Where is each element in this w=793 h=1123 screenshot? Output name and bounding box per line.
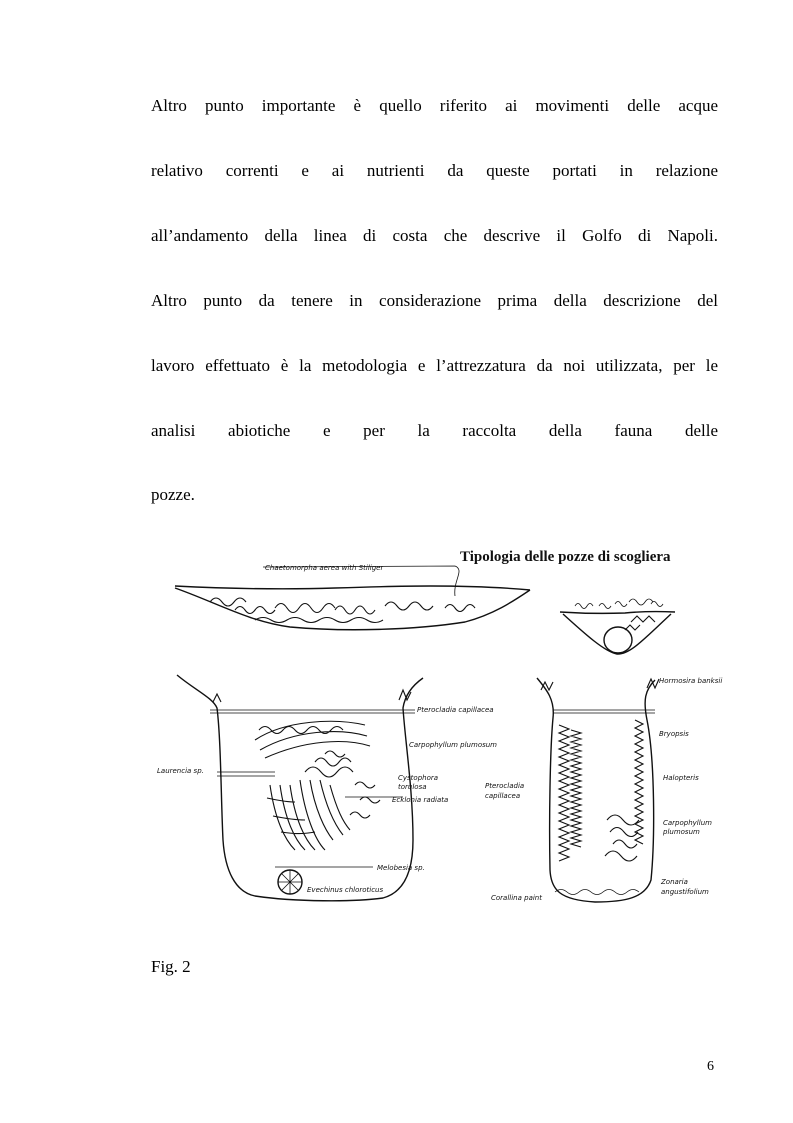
label-corpophyllum-left: Carpophyllum plumosum [409, 741, 498, 749]
paragraph-line: relativo correnti e ai nutrienti da queste portati in relazione [151, 161, 718, 180]
page-number: 6 [707, 1059, 714, 1074]
label-zonaria-2: angustifolium [661, 888, 709, 896]
label-pterocladia-right-2: capillacea [485, 792, 521, 800]
label-laurencia: Laurencia sp. [157, 767, 204, 775]
figure-title: Tipologia delle pozze di scogliera [460, 549, 671, 565]
paragraph-line: all’andamento della linea di costa che descrive il Golfo di Napoli. [151, 226, 718, 245]
label-cystophora: Cystophora [398, 774, 439, 782]
paragraph-line: Altro punto importante è quello riferito ai movimenti delle acque [151, 96, 718, 115]
label-corallina: Corallina paint [491, 894, 542, 902]
large-pool-drawing [157, 675, 497, 901]
figure-caption: Fig. 2 [151, 957, 191, 976]
paragraph-line: analisi abiotiche e per la raccolta della fauna delle [151, 421, 718, 440]
label-chaetomorpha: Chaetomorpha aerea with Stiliger [265, 564, 384, 572]
label-evechinus: Evechinus chloroticus [307, 886, 384, 894]
label-cystophora-2: torulosa [398, 783, 427, 791]
label-halopteris: Halopteris [663, 774, 699, 782]
tall-pool-drawing [485, 677, 722, 902]
shallow-pool-drawing [175, 564, 530, 630]
label-pterocladia-left: Pterocladia capillacea [417, 706, 494, 714]
paragraph-line: lavoro effettuato è la metodologia e l’attrezzatura da noi utilizzata, per le [151, 356, 718, 375]
label-carpophyllum-right-2: plumosum [663, 828, 700, 836]
label-ecklonia: Ecklonia radiata [392, 796, 449, 804]
label-bryopsis: Bryopsis [659, 730, 689, 738]
paragraph-line: pozze. [151, 485, 195, 504]
label-zonaria: Zonaria [661, 878, 688, 886]
label-carpophyllum-right: Carpophyllum [663, 819, 712, 827]
label-melobesia: Melobesia sp. [377, 864, 425, 872]
small-pool-drawing [560, 599, 675, 654]
label-pterocladia-right: Pterocladia [485, 782, 525, 790]
label-hormosira: Hormosira banksii [659, 677, 723, 685]
paragraph-line: Altro punto da tenere in considerazione prima della descrizione del [151, 291, 718, 310]
rock-pool-figure [155, 540, 725, 920]
